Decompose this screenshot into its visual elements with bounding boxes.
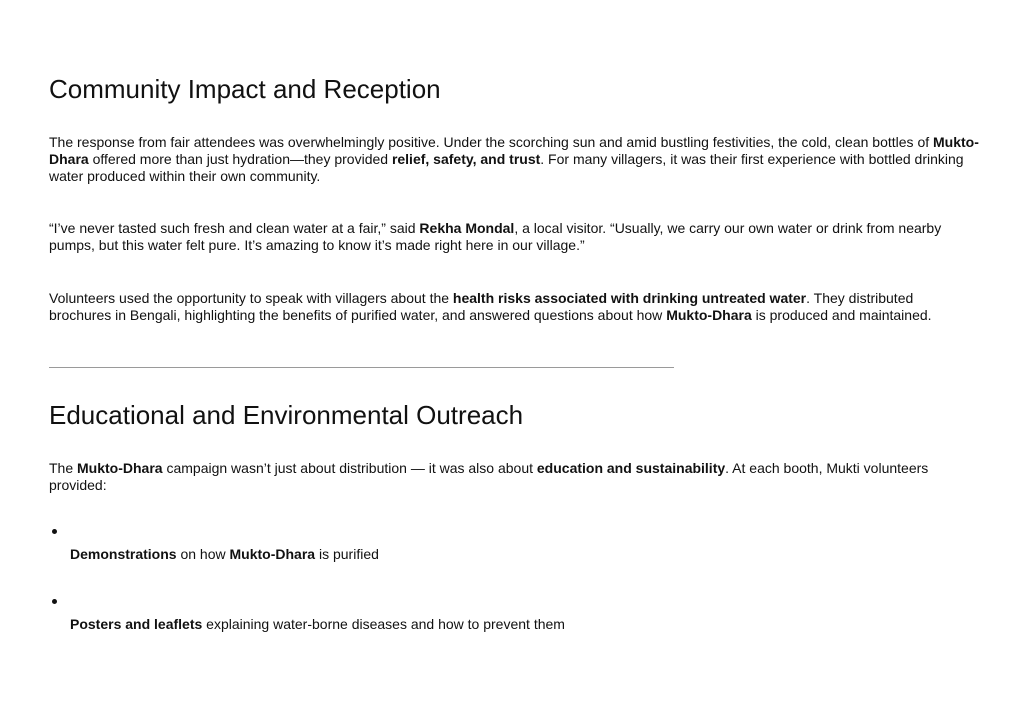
paragraph-visitor-quote	[49, 220, 979, 254]
section-divider	[49, 367, 674, 368]
text-run: offered more than just hydration—they provided	[88, 151, 392, 167]
text-run: . At each booth, Mukti volunteers provided:	[49, 460, 929, 493]
list-item	[49, 522, 979, 592]
bold-phrase: health risks associated with drinking untreated water	[452, 290, 807, 306]
bullet-dot-icon	[52, 599, 57, 604]
paragraph-volunteers	[49, 290, 979, 324]
text-run: explaining water-borne diseases and how to prevent them	[202, 616, 565, 632]
text-run: on how	[176, 546, 230, 562]
paragraph-campaign-intro	[49, 460, 979, 494]
bold-brand-name: Mukto-Dhara	[229, 546, 316, 562]
list-item	[49, 592, 979, 662]
text-run: campaign wasn’t just about distribution — it was also about	[162, 460, 537, 476]
bullet-list	[49, 522, 979, 662]
text-run: Volunteers used the opportunity to speak with villagers about the	[49, 290, 453, 306]
text-run: The	[49, 460, 78, 476]
text-run: “I’ve never tasted such fresh and clean water at a fair,” said	[49, 220, 420, 236]
section-heading-educational-outreach: Educational and Environmental Outreach	[49, 400, 524, 430]
bold-phrase: relief, safety, and trust	[391, 151, 541, 167]
bold-phrase: Demonstrations	[70, 546, 177, 562]
text-run: . They distributed brochures in Bengali, highlighting the benefits of purified water, and answered questions about how	[49, 290, 914, 323]
bold-brand-name: Mukto-Dhara	[49, 134, 979, 167]
bullet-dot-icon	[52, 529, 57, 534]
bold-brand-name: Mukto-Dhara	[666, 307, 752, 323]
bold-phrase: education and sustainability	[536, 460, 726, 476]
text-run: is produced and maintained.	[751, 307, 932, 323]
list-item-text	[70, 616, 565, 633]
text-run: . For many villagers, it was their first experience with bottled drinking water produced within their own community.	[49, 151, 964, 184]
bold-brand-name: Mukto-Dhara	[77, 460, 163, 476]
text-run: , a local visitor. “Usually, we carry our own water or drink from nearby pumps, but this water felt pure. It’s amazing to know it’s made right here in our village.”	[49, 220, 942, 253]
list-item-text	[70, 546, 379, 563]
paragraph-fair-response	[49, 134, 979, 185]
text-run: is purified	[315, 546, 379, 562]
section-heading-community-impact: Community Impact and Reception	[49, 74, 441, 104]
bold-phrase: Posters and leaflets	[70, 616, 203, 632]
text-run: The response from fair attendees was overwhelmingly positive. Under the scorching sun and amid bustling festivities, the cold, clean bottles of	[49, 134, 934, 150]
bold-person-name: Rekha Mondal	[419, 220, 515, 236]
